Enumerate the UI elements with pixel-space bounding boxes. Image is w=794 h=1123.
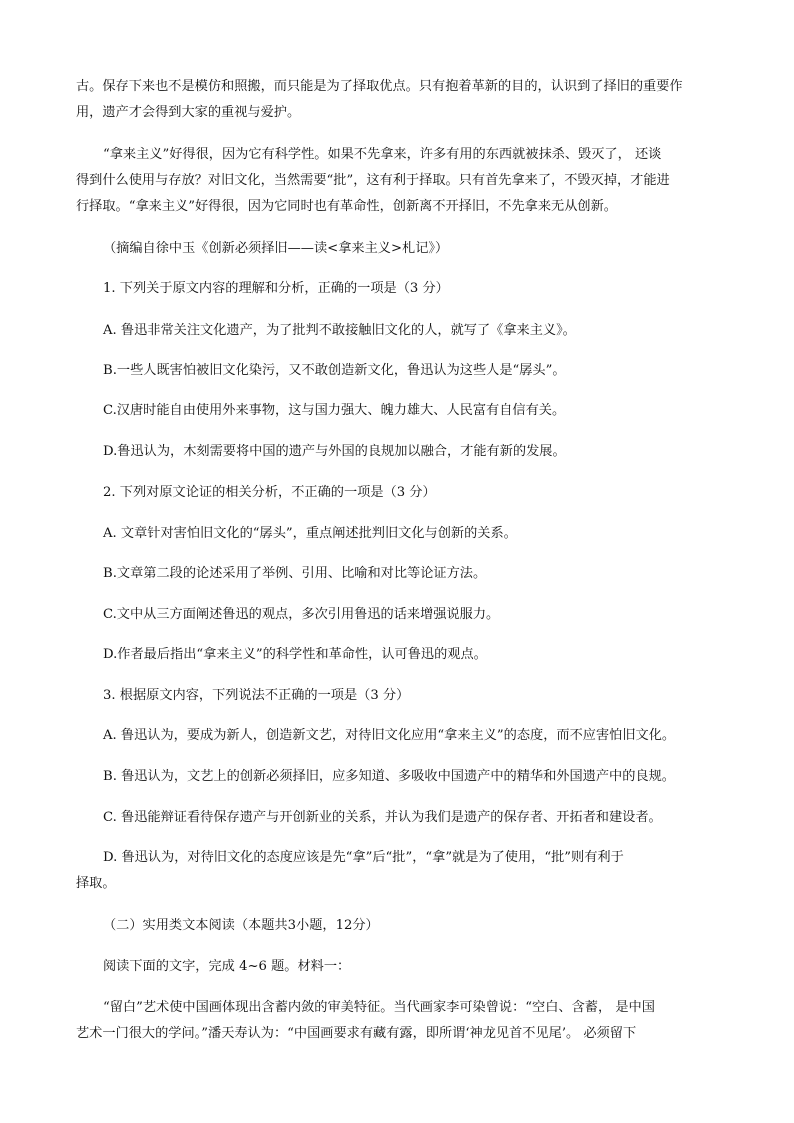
option-c: C.汉唐时能自由使用外来事物，这与国力强大、魄力雄大、人民富有自信有关。 xyxy=(103,403,566,418)
section-title: （二）实用类文本阅读（本题共3小题，12分） xyxy=(103,918,379,933)
option-a: A. 鲁迅认为，要成为新人，创造新文艺，对待旧文化应用“拿来主义”的态度，而不应害怕旧文化。 xyxy=(103,728,676,743)
passage-line: 用，遗产才会得到大家的重视与爱护。 xyxy=(76,105,301,120)
question-stem: 2. 下列对原文论证的相关分析，不正确的一项是（3 分） xyxy=(103,485,436,500)
instruction: 阅读下面的文字，完成 4~6 题。材料一： xyxy=(103,959,351,974)
passage-line: 得到什么使用与存放？对旧文化，当然需要“批”，这有利于择取。只有首先拿来了，不毁灭掉，才能进 xyxy=(76,173,670,188)
question-stem: 3. 根据原文内容，下列说法不正确的一项是（3 分） xyxy=(103,688,410,703)
source-citation: （摘编自徐中玉《创新必须择旧——读<拿来主义>札记》） xyxy=(103,241,449,256)
question-stem: 1. 下列关于原文内容的理解和分析，正确的一项是（3 分） xyxy=(103,281,449,296)
option-c: C. 鲁迅能辩证看待保存遗产与开创新业的关系，并认为我们是遗产的保存者、开拓者和建设者。 xyxy=(103,810,662,825)
passage-line: 古。保存下来也不是模仿和照搬，而只能是为了择取优点。只有抱着革新的目的，认识到了择旧的重要作 xyxy=(76,79,683,94)
option-c: C.文中从三方面阐述鲁迅的观点，多次引用鲁迅的话来增强说服力。 xyxy=(103,607,500,622)
option-b: B.文章第二段的论述采用了举例、引用、比喻和对比等论证方法。 xyxy=(103,566,487,581)
option-d-continued: 择取。 xyxy=(76,876,116,891)
option-a: A. 文章针对害怕旧文化的“孱头”，重点阐述批判旧文化与创新的关系。 xyxy=(103,526,517,541)
option-d: D. 鲁迅认为，对待旧文化的态度应该是先“拿”后“批”，“拿”就是为了使用，“批”则有利于 xyxy=(103,850,624,865)
passage-line: 行择取。“拿来主义”好得很，因为它同时也有革命性，创新离不开择旧，不先拿来无从创新。 xyxy=(76,199,617,214)
option-d: D.作者最后指出“拿来主义”的科学性和革命性，认可鲁迅的观点。 xyxy=(103,647,487,662)
passage-line: “拿来主义”好得很，因为它有科学性。如果不先拿来，许多有用的东西就被抹杀、毁灭了， 还谈 xyxy=(103,147,662,162)
option-b: B. 鲁迅认为，文艺上的创新必须择旧，应多知道、多吸收中国遗产中的精华和外国遗产中的良规。 xyxy=(103,769,675,784)
option-d: D.鲁迅认为，木刻需要将中国的遗产与外国的良规加以融合，才能有新的发展。 xyxy=(103,444,566,459)
passage-line: 艺术一门很大的学问。”潘天寿认为：“中国画要求有藏有露，即所谓‘神龙见首不见尾’。 必须留下 xyxy=(76,1026,637,1041)
option-a: A. 鲁迅非常关注文化遗产，为了批判不敢接触旧文化的人，就写了《拿来主义》。 xyxy=(103,323,576,338)
option-b: B.一些人既害怕被旧文化染污，又不敢创造新文化，鲁迅认为这些人是“孱头”。 xyxy=(103,363,566,378)
passage-line: “留白”艺术使中国画体现出含蓄内敛的审美特征。当代画家李可染曾说：“空白、含蓄， 是中国 xyxy=(103,1000,655,1015)
